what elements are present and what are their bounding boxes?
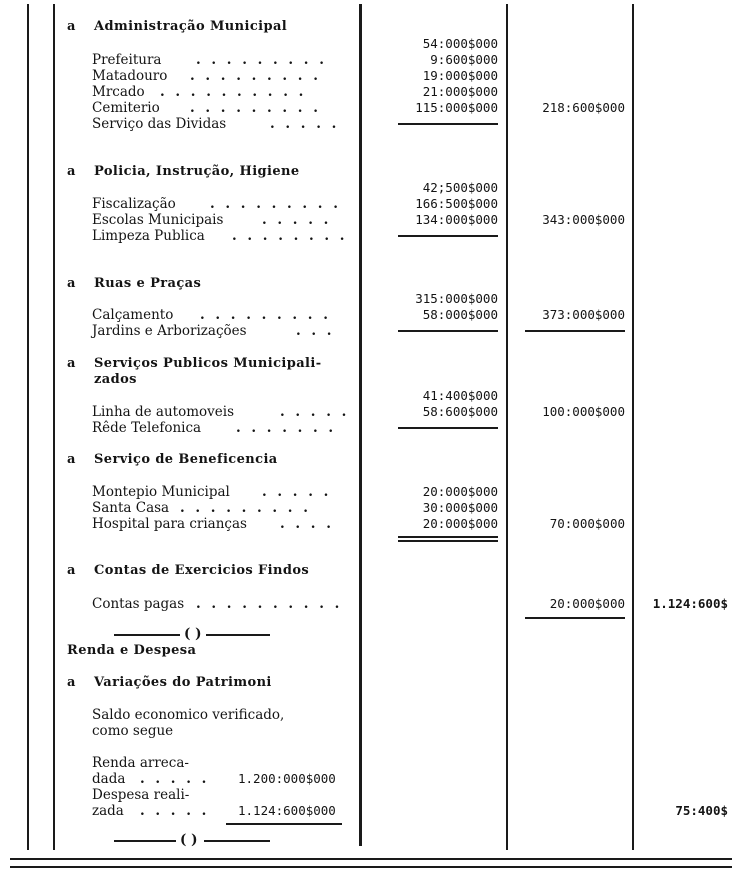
leader-dots: . . . . . . . . (232, 228, 348, 244)
leader-dots: . . . . . . . . . (200, 307, 331, 323)
section-letter: a (67, 675, 76, 690)
servicos-top-value: 41:400$000 (422, 388, 498, 403)
total-column-line (632, 4, 634, 850)
admin-item-value: 19:000$000 (422, 68, 498, 83)
variacoes-paragraph-line1: Saldo economico verificado, (92, 707, 285, 723)
beneficencia-item-label: Hospital para crianças (92, 516, 247, 532)
ruas-subtotal: 373:000$000 (542, 307, 625, 322)
leader-dots: . . . . . . . . . (210, 196, 341, 212)
beneficencia-item-value: 20:000$000 (422, 484, 498, 499)
sum-rule (398, 235, 498, 237)
admin-item-label: Prefeitura (92, 52, 162, 68)
leader-dots: . . . (296, 323, 335, 339)
leader-dots: . . . . . (262, 212, 332, 228)
renda-value: 1.200:000$000 (238, 771, 336, 786)
servicos-item-value: 58:600$000 (422, 404, 498, 419)
section-title-ruas: Ruas e Praças (94, 276, 202, 291)
subtotal-rule (525, 617, 625, 619)
servicos-subtotal: 100:000$000 (542, 404, 625, 419)
separator-line-right (204, 840, 270, 842)
section-letter: a (67, 356, 76, 371)
policia-item-label: Limpeza Publica (92, 228, 205, 244)
sum-rule (226, 823, 342, 825)
section-title-beneficencia: Serviço de Beneficencia (94, 452, 278, 467)
leader-dots: . . . . . (140, 803, 210, 819)
section-letter: a (67, 276, 76, 291)
subtotal-column-line (506, 4, 508, 850)
section-letter: a (67, 452, 76, 467)
saldo-total: 75:400$ (675, 803, 728, 818)
variacoes-paragraph-line2: como segue (92, 723, 174, 739)
leader-dots: . . . . . . . . . (196, 52, 327, 68)
leader-dots: . . . . . . . . . (190, 68, 321, 84)
admin-item-label: Cemiterio (92, 100, 160, 116)
leader-dots: . . . . (280, 516, 334, 532)
policia-item-value: 166:500$000 (415, 196, 498, 211)
separator-line-left (114, 634, 180, 636)
renda-label-line1: Renda arreca- (92, 755, 189, 771)
leader-dots: . . . . . . . . . . (160, 84, 307, 100)
section-letter: a (67, 164, 76, 179)
separator-line-right (206, 634, 270, 636)
admin-top-value: 54:000$000 (422, 36, 498, 51)
beneficencia-item-value: 30:000$000 (422, 500, 498, 515)
subtotal-rule (525, 330, 625, 332)
leader-dots: . . . . . . . . . (180, 500, 311, 516)
ruas-top-value: 315:000$000 (415, 291, 498, 306)
leader-dots: . . . . . (280, 404, 350, 420)
sum-rule-double-bottom (398, 540, 498, 542)
admin-item-value: 21:000$000 (422, 84, 498, 99)
leader-dots: . . . . . (262, 484, 332, 500)
policia-item-value: 134:000$000 (415, 212, 498, 227)
admin-item-label: Matadouro (92, 68, 168, 84)
section-letter: a (67, 563, 76, 578)
text-column-line (53, 4, 55, 850)
despesa-label-line2: zada (92, 803, 124, 819)
bottom-rule-top (10, 858, 732, 860)
sum-rule (398, 123, 498, 125)
admin-item-label: Mrcado (92, 84, 145, 100)
policia-item-label: Escolas Municipais (92, 212, 224, 228)
admin-item-label: Serviço das Dividas (92, 116, 227, 132)
leader-dots: . . . . . (270, 116, 340, 132)
contas-item-label: Contas pagas (92, 596, 185, 612)
renda-label-line2: dada (92, 771, 126, 787)
section-letter: a (67, 19, 76, 34)
grand-total: 1.124:600$ (652, 596, 728, 611)
beneficencia-item-label: Montepio Municipal (92, 484, 230, 500)
amount-column-line (359, 4, 362, 846)
leader-dots: . . . . . (140, 771, 210, 787)
admin-item-value: 9:600$000 (430, 52, 498, 67)
admin-item-value: 115:000$000 (415, 100, 498, 115)
servicos-item-label: Linha de automoveis (92, 404, 235, 420)
servicos-item-label: Rêde Telefonica (92, 420, 202, 436)
policia-item-label: Fiscalização (92, 196, 176, 212)
leader-dots: . . . . . . . . . . (196, 596, 343, 612)
sum-rule (398, 330, 498, 332)
beneficencia-item-label: Santa Casa (92, 500, 170, 516)
contas-subtotal: 20:000$000 (549, 596, 625, 611)
leader-dots: . . . . . . . (236, 420, 337, 436)
despesa-label-line1: Despesa reali- (92, 787, 190, 803)
sum-rule-double-top (398, 536, 498, 538)
bottom-rule-bottom (10, 866, 732, 868)
ruas-item-label: Jardins e Arborizações (92, 323, 247, 339)
section-title-renda: Renda e Despesa (67, 643, 197, 658)
sum-rule (398, 427, 498, 429)
separator-line-left (114, 840, 176, 842)
beneficencia-item-value: 20:000$000 (422, 516, 498, 531)
left-border-line (27, 4, 29, 850)
ruas-item-label: Calçamento (92, 307, 174, 323)
section-title-servicos-line2: zados (94, 372, 137, 387)
section-title-policia: Policia, Instrução, Higiene (94, 164, 300, 179)
policia-subtotal: 343:000$000 (542, 212, 625, 227)
section-title-admin: Administração Municipal (94, 19, 288, 34)
section-title-contas: Contas de Exercicios Findos (94, 563, 310, 578)
section-title-servicos-line1: Serviços Publicos Municipali- (94, 356, 322, 371)
policia-top-value: 42;500$000 (422, 180, 498, 195)
separator-mark: ( ) (180, 832, 198, 848)
ruas-item-value: 58:000$000 (422, 307, 498, 322)
leader-dots: . . . . . . . . . (190, 100, 321, 116)
separator-mark: ( ) (184, 626, 202, 642)
despesa-value: 1.124:600$000 (238, 803, 336, 818)
section-title-variacoes: Variações do Patrimoni (94, 675, 272, 690)
beneficencia-subtotal: 70:000$000 (549, 516, 625, 531)
admin-subtotal: 218:600$000 (542, 100, 625, 115)
